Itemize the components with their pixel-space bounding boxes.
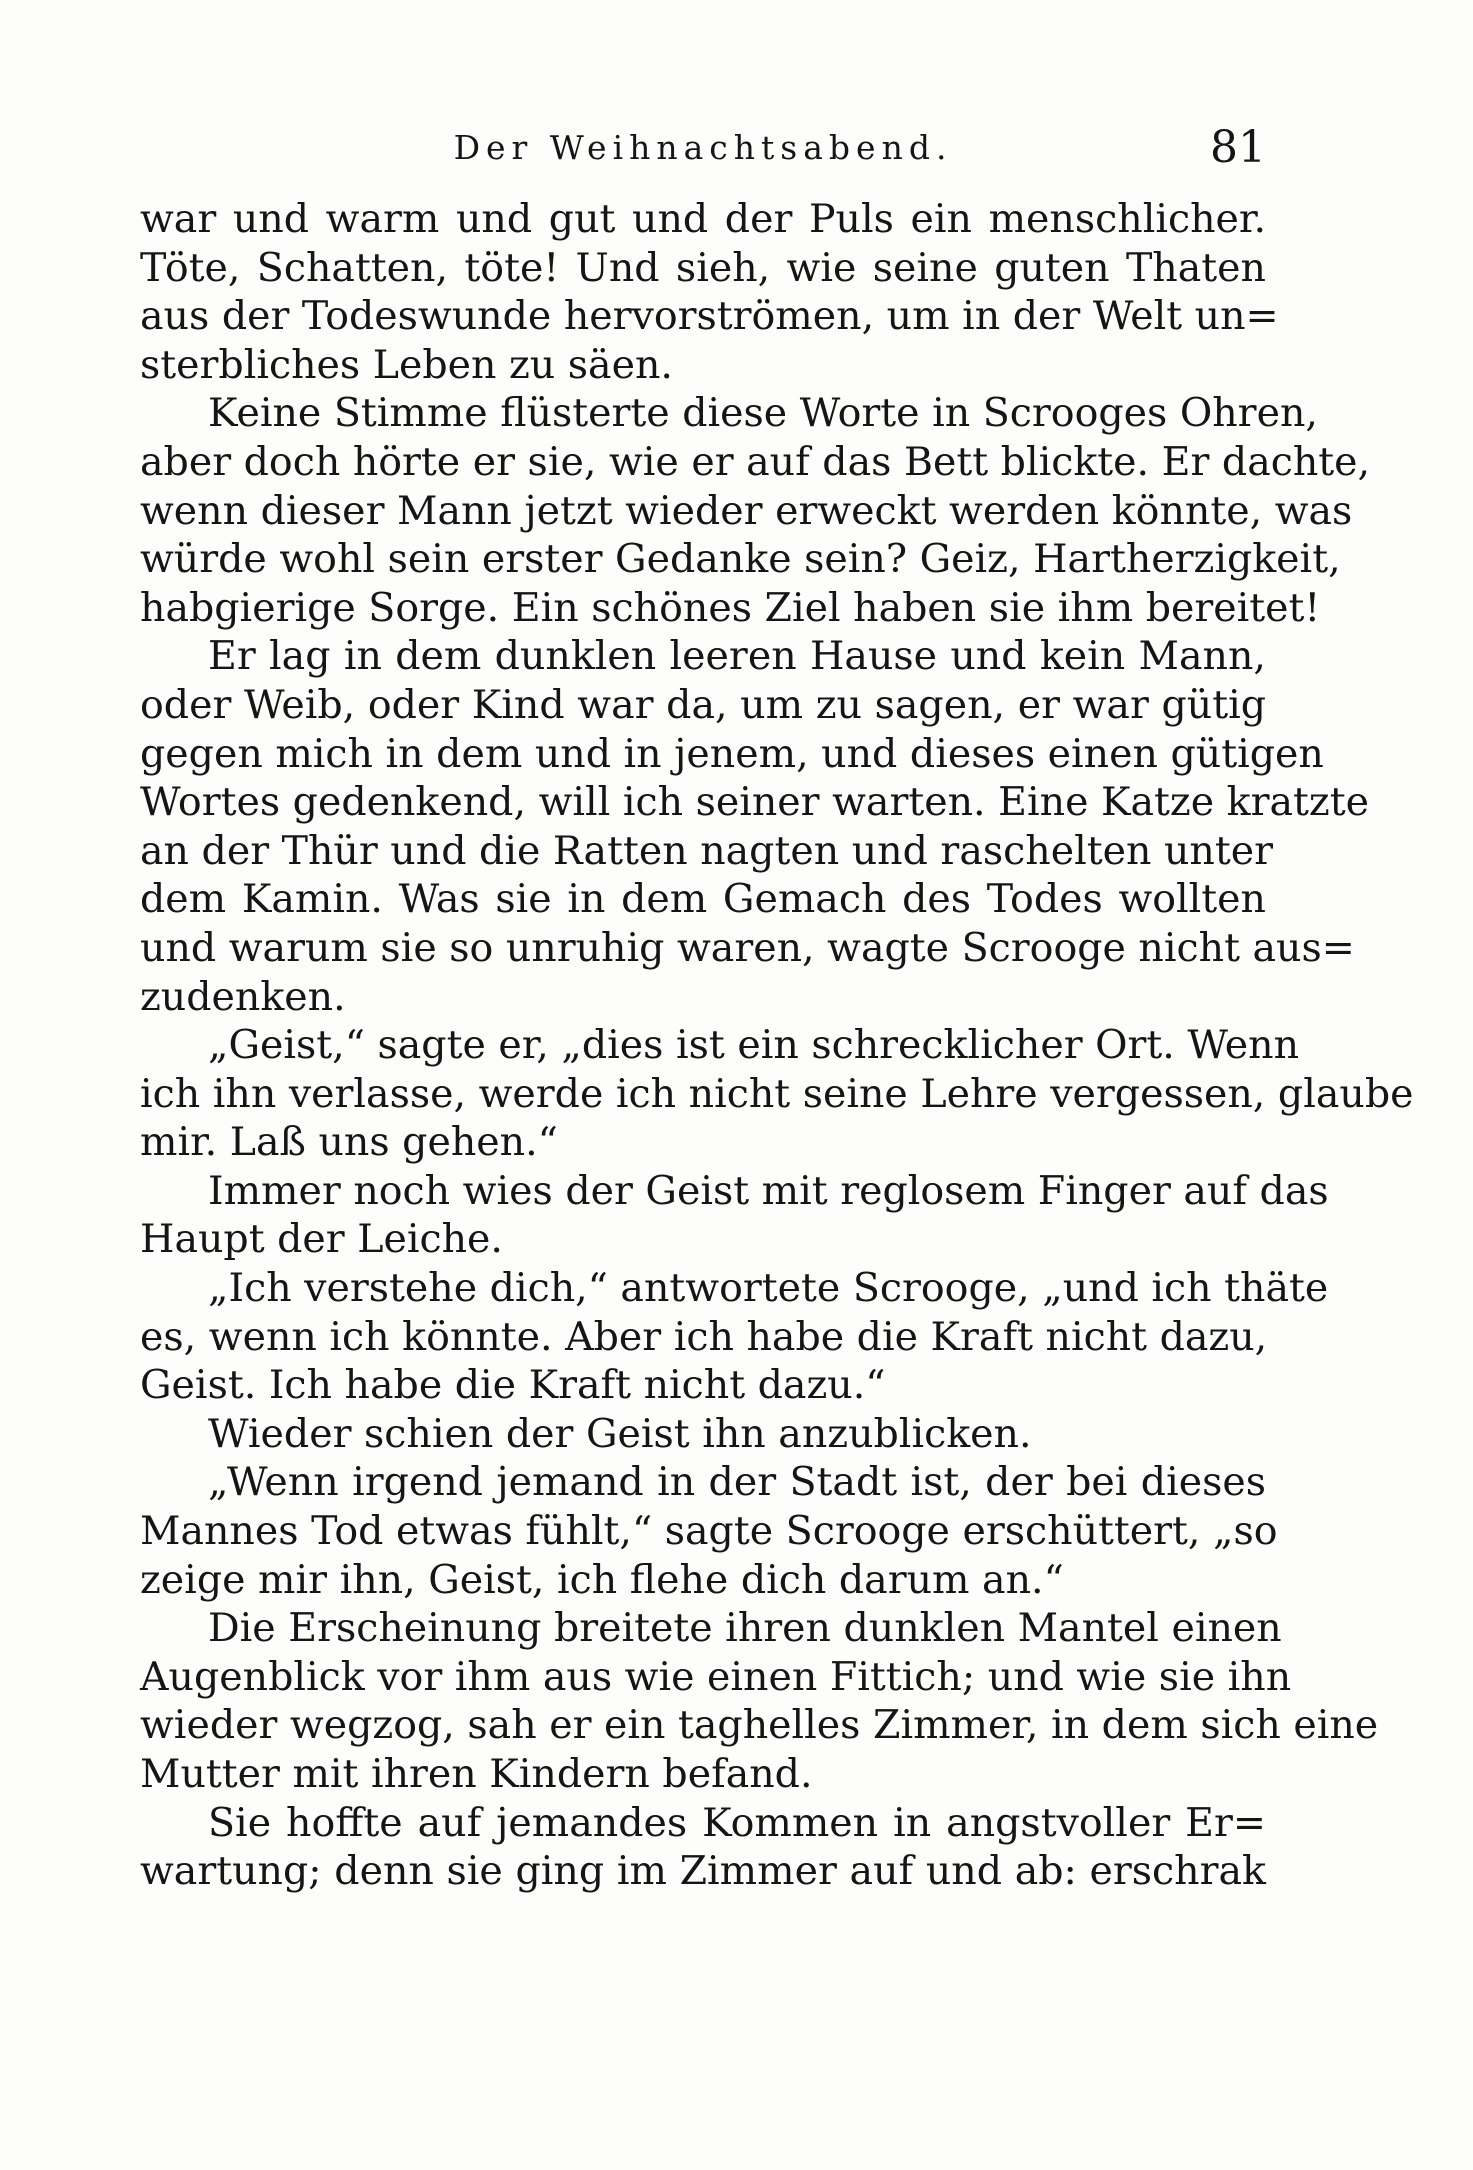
text-line: und warum sie so unruhig waren, wagte Scrooge nicht aus=: [140, 924, 1355, 971]
text-line: sterbliches Leben zu säen.: [140, 341, 673, 388]
running-head: Der Weihnachtsabend.: [453, 128, 953, 167]
text-line: zeige mir ihn, Geist, ich flehe dich darum an.“: [140, 1556, 1064, 1603]
page-header: [140, 118, 1266, 178]
text-line: Töte, Schatten, töte! Und sieh, wie seine guten Thaten: [140, 244, 1266, 291]
text-line: gegen mich in dem und in jenem, und dieses einen gütigen: [140, 730, 1324, 777]
text-line: dem Kamin. Was sie in dem Gemach des Todes wollten: [140, 876, 1266, 923]
text-line: wartung; denn sie ging im Zimmer auf und ab: erschrak: [140, 1848, 1266, 1895]
text-line: wieder wegzog, sah er ein taghelles Zimmer, in dem sich eine: [140, 1702, 1379, 1749]
text-line: Geist. Ich habe die Kraft nicht dazu.“: [140, 1362, 886, 1409]
text-line: Mannes Tod etwas fühlt,“ sagte Scrooge erschüttert, „so: [140, 1508, 1278, 1555]
text-line: würde wohl sein erster Gedanke sein? Geiz, Hartherzigkeit,: [140, 536, 1341, 583]
text-line: „Ich verstehe dich,“ antwortete Scrooge, „und ich thäte: [208, 1265, 1329, 1312]
text-line: Er lag in dem dunklen leeren Hause und kein Mann,: [208, 633, 1266, 680]
text-line: zudenken.: [140, 973, 346, 1020]
body-text: [140, 195, 1414, 1896]
text-line: war und warm und gut und der Puls ein menschlicher.: [140, 196, 1266, 242]
text-line: es, wenn ich könnte. Aber ich habe die Kraft nicht dazu,: [140, 1313, 1268, 1360]
text-line: ich ihn verlasse, werde ich nicht seine Lehre vergessen, glaube: [140, 1070, 1414, 1117]
text-line: Keine Stimme flüsterte diese Worte in Scrooges Ohren,: [208, 390, 1318, 437]
text-line: aus der Todeswunde hervorströmen, um in der Welt un=: [140, 293, 1279, 340]
text-line: habgierige Sorge. Ein schönes Ziel haben sie ihm bereitet!: [140, 584, 1321, 631]
text-line: Immer noch wies der Geist mit reglosem Finger auf das: [208, 1167, 1329, 1214]
text-line: aber doch hörte er sie, wie er auf das Bett blickte. Er dachte,: [140, 438, 1371, 485]
text-line: Die Erscheinung breitete ihren dunklen Mantel einen: [208, 1605, 1282, 1652]
text-line: wenn dieser Mann jetzt wieder erweckt werden könnte, was: [140, 487, 1353, 534]
page-number: 81: [1210, 122, 1266, 173]
text-line: „Geist,“ sagte er, „dies ist ein schrecklicher Ort. Wenn: [208, 1022, 1300, 1069]
text-line: Augenblick vor ihm aus wie einen Fittich; und wie sie ihn: [140, 1653, 1292, 1700]
text-line: Sie hoffte auf jemandes Kommen in angstvoller Er=: [208, 1799, 1266, 1846]
text-line: oder Weib, oder Kind war da, um zu sagen, er war gütig: [140, 681, 1266, 728]
text-line: mir. Laß uns gehen.“: [140, 1119, 558, 1166]
text-line: an der Thür und die Ratten nagten und raschelten unter: [140, 827, 1273, 874]
text-line: „Wenn irgend jemand in der Stadt ist, der bei dieses: [208, 1459, 1266, 1506]
text-line: Haupt der Leiche.: [140, 1216, 503, 1263]
text-line: Wortes gedenkend, will ich seiner warten. Eine Katze kratzte: [140, 779, 1369, 826]
text-line: Mutter mit ihren Kindern befand.: [140, 1751, 813, 1797]
text-line: Wieder schien der Geist ihn anzublicken.: [208, 1410, 1032, 1457]
